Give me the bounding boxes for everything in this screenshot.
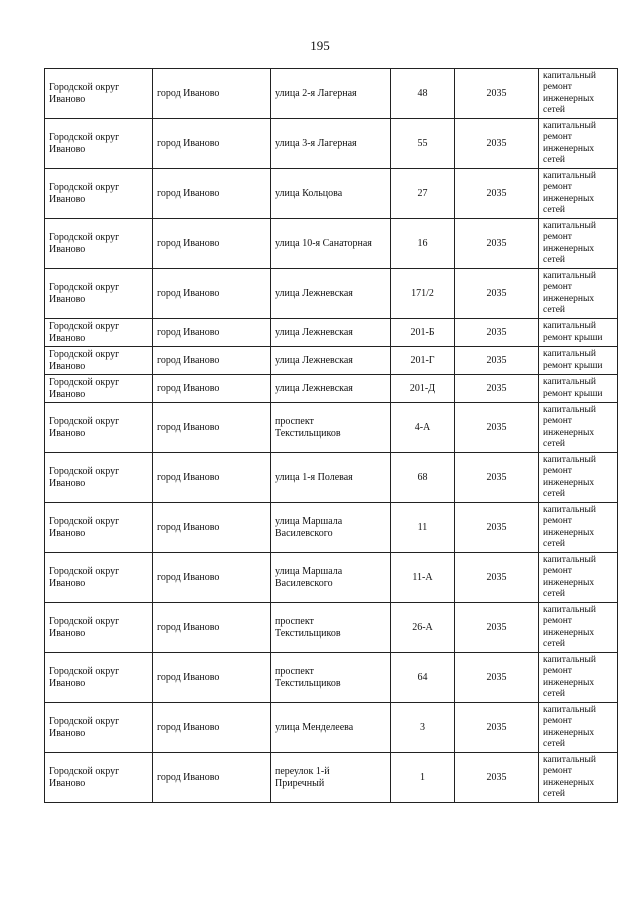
work-type-cell-line: сетей xyxy=(543,205,566,215)
city-cell: город Иваново xyxy=(153,119,271,169)
okrug-cell-line: Городской округ xyxy=(49,281,120,293)
street-cell-line: улица Лежневская xyxy=(275,354,353,366)
okrug-cell-line: Иваново xyxy=(49,777,86,789)
okrug-cell-line: Городской округ xyxy=(49,415,120,427)
work-type-cell-line: ремонт xyxy=(543,82,572,92)
table-row xyxy=(45,169,618,219)
okrug-cell xyxy=(45,703,153,753)
street-cell xyxy=(271,603,391,653)
okrug-cell-line: Городской округ xyxy=(49,81,120,93)
okrug-cell-line: Городской округ xyxy=(49,565,120,577)
work-type-cell xyxy=(539,403,618,453)
year-cell: 2035 xyxy=(455,453,539,503)
okrug-cell xyxy=(45,347,153,375)
work-type-cell-line: инженерных xyxy=(543,677,595,688)
work-type-cell-line: сетей xyxy=(543,105,566,115)
table-row xyxy=(45,269,618,319)
city-cell: город Иваново xyxy=(153,403,271,453)
year-cell: 2035 xyxy=(455,703,539,753)
house-number-cell: 3 xyxy=(391,703,455,753)
okrug-cell-line: Городской округ xyxy=(49,131,120,143)
work-type-cell-line: ремонт xyxy=(543,132,572,142)
work-type-cell-line: сетей xyxy=(543,739,566,749)
records-table xyxy=(44,68,618,803)
street-cell-line: улица Лежневская xyxy=(275,287,353,299)
street-cell xyxy=(271,553,391,603)
work-type-cell-line: инженерных xyxy=(543,193,595,204)
work-type-cell-line: капитальный xyxy=(543,754,596,765)
year-cell: 2035 xyxy=(455,653,539,703)
work-type-cell-line: инженерных xyxy=(543,293,595,304)
street-cell-line: Текстильщиков xyxy=(275,427,341,439)
city-cell: город Иваново xyxy=(153,319,271,347)
work-type-cell-line: капитальный xyxy=(543,554,596,565)
house-number-cell: 48 xyxy=(391,69,455,119)
street-cell-line: улица Кольцова xyxy=(275,187,343,199)
work-type-cell-line: ремонт xyxy=(543,666,572,676)
street-cell xyxy=(271,703,391,753)
work-type-cell-line: ремонт xyxy=(543,516,572,526)
street-cell xyxy=(271,503,391,553)
city-cell: город Иваново xyxy=(153,453,271,503)
work-type-cell-line: капитальный xyxy=(543,349,596,359)
house-number-cell: 201-Г xyxy=(391,347,455,375)
year-cell: 2035 xyxy=(455,553,539,603)
work-type-cell-line: сетей xyxy=(543,305,566,315)
street-cell xyxy=(271,119,391,169)
house-number-cell: 201-Б xyxy=(391,319,455,347)
work-type-cell-line: сетей xyxy=(543,789,566,799)
okrug-cell xyxy=(45,403,153,453)
work-type-cell-line: капитальный xyxy=(543,454,596,465)
year-cell: 2035 xyxy=(455,503,539,553)
okrug-cell xyxy=(45,375,153,403)
work-type-cell-line: сетей xyxy=(543,639,566,649)
street-cell-line: улица Маршала xyxy=(275,565,343,577)
street-cell-line: улица Лежневская xyxy=(275,382,353,394)
street-cell xyxy=(271,403,391,453)
street-cell-line: проспект xyxy=(275,415,314,427)
work-type-cell xyxy=(539,653,618,703)
okrug-cell-line: Городской округ xyxy=(49,181,120,193)
work-type-cell xyxy=(539,69,618,119)
work-type-cell xyxy=(539,753,618,803)
work-type-cell-line: ремонт xyxy=(543,766,572,776)
work-type-cell-line: инженерных xyxy=(543,143,595,154)
page-number: 195 xyxy=(310,38,330,53)
work-type-cell-line: инженерных xyxy=(543,627,595,638)
street-cell-line: улица Лежневская xyxy=(275,326,353,338)
okrug-cell xyxy=(45,453,153,503)
okrug-cell-line: Иваново xyxy=(49,193,86,205)
city-cell: город Иваново xyxy=(153,553,271,603)
work-type-cell-line: сетей xyxy=(543,439,566,449)
table-row xyxy=(45,219,618,269)
street-cell-line: переулок 1-й xyxy=(275,765,330,777)
okrug-cell xyxy=(45,69,153,119)
okrug-cell-line: Городской округ xyxy=(49,615,120,627)
year-cell: 2035 xyxy=(455,319,539,347)
work-type-cell xyxy=(539,169,618,219)
okrug-cell-line: Иваново xyxy=(49,93,86,105)
work-type-cell-line: инженерных xyxy=(543,577,595,588)
street-cell-line: Текстильщиков xyxy=(275,627,341,639)
street-cell xyxy=(271,69,391,119)
street-cell-line: улица 10-я Санаторная xyxy=(275,237,372,249)
city-cell: город Иваново xyxy=(153,347,271,375)
work-type-cell-line: инженерных xyxy=(543,777,595,788)
work-type-cell xyxy=(539,219,618,269)
street-cell-line: улица 3-я Лагерная xyxy=(275,137,357,149)
street-cell xyxy=(271,753,391,803)
work-type-cell xyxy=(539,553,618,603)
okrug-cell-line: Городской округ xyxy=(49,715,120,727)
work-type-cell xyxy=(539,319,618,347)
street-cell-line: Василевского xyxy=(275,577,333,589)
street-cell-line: Василевского xyxy=(275,527,333,539)
work-type-cell-line: ремонт крыши xyxy=(543,360,603,371)
year-cell: 2035 xyxy=(455,119,539,169)
work-type-cell xyxy=(539,269,618,319)
street-cell-line: Текстильщиков xyxy=(275,677,341,689)
okrug-cell xyxy=(45,503,153,553)
table-row xyxy=(45,347,618,375)
city-cell: город Иваново xyxy=(153,69,271,119)
work-type-cell-line: инженерных xyxy=(543,527,595,538)
table-row xyxy=(45,703,618,753)
table-row xyxy=(45,403,618,453)
street-cell xyxy=(271,219,391,269)
street-cell xyxy=(271,653,391,703)
street-cell xyxy=(271,453,391,503)
okrug-cell-line: Городской округ xyxy=(49,348,120,360)
table-row xyxy=(45,603,618,653)
work-type-cell-line: капитальный xyxy=(543,321,596,331)
street-cell-line: улица Менделеева xyxy=(275,721,354,733)
okrug-cell-line: Городской округ xyxy=(49,665,120,677)
year-cell: 2035 xyxy=(455,403,539,453)
okrug-cell-line: Иваново xyxy=(49,332,86,344)
work-type-cell xyxy=(539,119,618,169)
table-row xyxy=(45,553,618,603)
okrug-cell-line: Иваново xyxy=(49,293,86,305)
work-type-cell-line: инженерных xyxy=(543,727,595,738)
work-type-cell-line: ремонт крыши xyxy=(543,332,603,343)
okrug-cell-line: Городской округ xyxy=(49,376,120,388)
work-type-cell-line: капитальный xyxy=(543,504,596,515)
street-cell xyxy=(271,269,391,319)
year-cell: 2035 xyxy=(455,169,539,219)
house-number-cell: 11-А xyxy=(391,553,455,603)
work-type-cell-line: капитальный xyxy=(543,70,596,81)
work-type-cell-line: сетей xyxy=(543,255,566,265)
work-type-cell-line: капитальный xyxy=(543,220,596,231)
house-number-cell: 16 xyxy=(391,219,455,269)
okrug-cell xyxy=(45,319,153,347)
okrug-cell-line: Иваново xyxy=(49,143,86,155)
okrug-cell-line: Иваново xyxy=(49,477,86,489)
year-cell: 2035 xyxy=(455,69,539,119)
okrug-cell xyxy=(45,553,153,603)
okrug-cell xyxy=(45,219,153,269)
work-type-cell-line: ремонт xyxy=(543,716,572,726)
records-table-body xyxy=(45,69,618,803)
table-row xyxy=(45,319,618,347)
work-type-cell-line: инженерных xyxy=(543,427,595,438)
work-type-cell-line: капитальный xyxy=(543,704,596,715)
okrug-cell-line: Городской округ xyxy=(49,320,120,332)
work-type-cell-line: сетей xyxy=(543,689,566,699)
house-number-cell: 11 xyxy=(391,503,455,553)
work-type-cell xyxy=(539,347,618,375)
okrug-cell-line: Городской округ xyxy=(49,231,120,243)
work-type-cell-line: капитальный xyxy=(543,654,596,665)
okrug-cell-line: Иваново xyxy=(49,577,86,589)
year-cell: 2035 xyxy=(455,219,539,269)
year-cell: 2035 xyxy=(455,375,539,403)
okrug-cell-line: Иваново xyxy=(49,627,86,639)
table-row xyxy=(45,653,618,703)
street-cell-line: улица 1-я Полевая xyxy=(275,471,353,483)
house-number-cell: 64 xyxy=(391,653,455,703)
year-cell: 2035 xyxy=(455,347,539,375)
year-cell: 2035 xyxy=(455,603,539,653)
house-number-cell: 26-А xyxy=(391,603,455,653)
work-type-cell xyxy=(539,453,618,503)
street-cell xyxy=(271,319,391,347)
table-row xyxy=(45,119,618,169)
work-type-cell-line: инженерных xyxy=(543,477,595,488)
work-type-cell-line: капитальный xyxy=(543,170,596,181)
okrug-cell-line: Иваново xyxy=(49,360,86,372)
work-type-cell xyxy=(539,703,618,753)
okrug-cell-line: Городской округ xyxy=(49,465,120,477)
table-row xyxy=(45,375,618,403)
city-cell: город Иваново xyxy=(153,653,271,703)
house-number-cell: 1 xyxy=(391,753,455,803)
okrug-cell-line: Иваново xyxy=(49,677,86,689)
city-cell: город Иваново xyxy=(153,219,271,269)
street-cell xyxy=(271,347,391,375)
house-number-cell: 27 xyxy=(391,169,455,219)
street-cell-line: Приречный xyxy=(275,777,325,789)
work-type-cell-line: ремонт xyxy=(543,232,572,242)
city-cell: город Иваново xyxy=(153,503,271,553)
okrug-cell xyxy=(45,753,153,803)
street-cell-line: проспект xyxy=(275,665,314,677)
work-type-cell xyxy=(539,503,618,553)
work-type-cell-line: ремонт xyxy=(543,282,572,292)
work-type-cell-line: капитальный xyxy=(543,404,596,415)
work-type-cell-line: ремонт крыши xyxy=(543,388,603,399)
year-cell: 2035 xyxy=(455,753,539,803)
work-type-cell-line: ремонт xyxy=(543,566,572,576)
work-type-cell-line: капитальный xyxy=(543,604,596,615)
house-number-cell: 68 xyxy=(391,453,455,503)
okrug-cell xyxy=(45,653,153,703)
city-cell: город Иваново xyxy=(153,269,271,319)
work-type-cell-line: инженерных xyxy=(543,93,595,104)
work-type-cell-line: сетей xyxy=(543,589,566,599)
work-type-cell-line: сетей xyxy=(543,539,566,549)
street-cell xyxy=(271,375,391,403)
okrug-cell-line: Городской округ xyxy=(49,515,120,527)
okrug-cell xyxy=(45,169,153,219)
city-cell: город Иваново xyxy=(153,703,271,753)
table-row xyxy=(45,69,618,119)
okrug-cell-line: Иваново xyxy=(49,388,86,400)
city-cell: город Иваново xyxy=(153,603,271,653)
okrug-cell xyxy=(45,269,153,319)
work-type-cell-line: ремонт xyxy=(543,416,572,426)
okrug-cell xyxy=(45,603,153,653)
street-cell xyxy=(271,169,391,219)
work-type-cell xyxy=(539,603,618,653)
street-cell-line: улица Маршала xyxy=(275,515,343,527)
work-type-cell-line: сетей xyxy=(543,155,566,165)
city-cell: город Иваново xyxy=(153,375,271,403)
okrug-cell-line: Иваново xyxy=(49,427,86,439)
okrug-cell xyxy=(45,119,153,169)
city-cell: город Иваново xyxy=(153,169,271,219)
year-cell: 2035 xyxy=(455,269,539,319)
work-type-cell-line: ремонт xyxy=(543,182,572,192)
work-type-cell-line: капитальный xyxy=(543,120,596,131)
okrug-cell-line: Иваново xyxy=(49,527,86,539)
work-type-cell-line: капитальный xyxy=(543,377,596,387)
house-number-cell: 171/2 xyxy=(391,269,455,319)
work-type-cell-line: ремонт xyxy=(543,616,572,626)
work-type-cell xyxy=(539,375,618,403)
okrug-cell-line: Городской округ xyxy=(49,765,120,777)
street-cell-line: улица 2-я Лагерная xyxy=(275,87,357,99)
house-number-cell: 4-А xyxy=(391,403,455,453)
city-cell: город Иваново xyxy=(153,753,271,803)
work-type-cell-line: ремонт xyxy=(543,466,572,476)
street-cell-line: проспект xyxy=(275,615,314,627)
work-type-cell-line: капитальный xyxy=(543,270,596,281)
okrug-cell-line: Иваново xyxy=(49,243,86,255)
table-row xyxy=(45,753,618,803)
table-row xyxy=(45,453,618,503)
table-row xyxy=(45,503,618,553)
house-number-cell: 201-Д xyxy=(391,375,455,403)
work-type-cell-line: сетей xyxy=(543,489,566,499)
okrug-cell-line: Иваново xyxy=(49,727,86,739)
house-number-cell: 55 xyxy=(391,119,455,169)
work-type-cell-line: инженерных xyxy=(543,243,595,254)
